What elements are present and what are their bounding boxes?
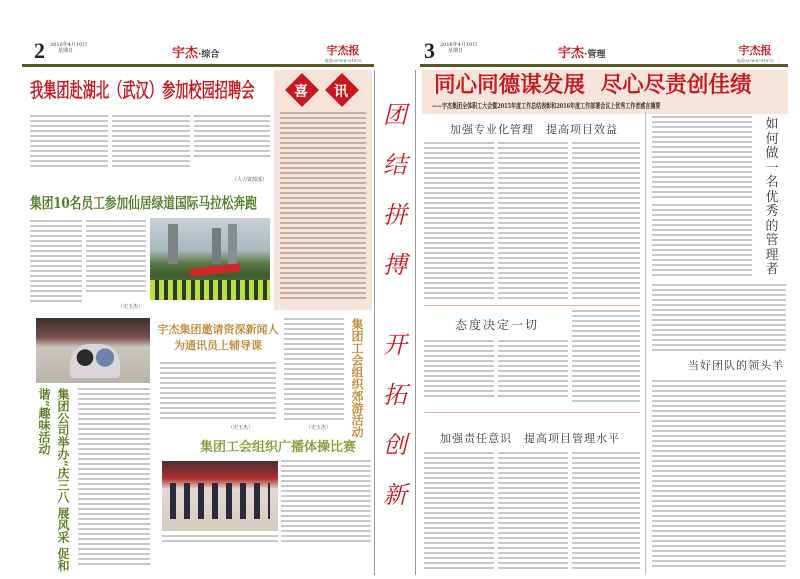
training-title-line: 宇杰集团邀请资深新闻人 — [157, 323, 279, 336]
womens-day-title: 集团公司举办“庆三八 展风采 促和谐”趣味活动 — [37, 388, 70, 572]
weekday: 星期日 — [448, 48, 464, 54]
date: 2016年4月10日 — [440, 42, 478, 48]
slogan-char: 拓 — [383, 381, 407, 409]
outing-title: 集团工会组织郊游活动 — [350, 318, 364, 438]
section-title — [172, 42, 219, 61]
phone: 电话0376-8791875 — [324, 58, 362, 63]
headline-subtitle: ——宇杰集团全体职工大会暨2015年度工作总结表彰和2016年度工作部署会议上优秀工作者感言摘要 — [432, 102, 661, 110]
author: （人力资源部） — [232, 177, 268, 183]
womens-day-photo — [36, 318, 150, 383]
page-number: 2 — [34, 38, 45, 63]
masthead — [318, 42, 368, 64]
slogan-char: 开 — [383, 331, 407, 359]
news-sidebar — [274, 70, 372, 310]
marathon-photo — [150, 218, 270, 300]
phone: 电话0376-8791875 — [736, 58, 774, 63]
article-title: 态度决定一切 — [455, 318, 540, 332]
slogan-char: 创 — [383, 431, 407, 459]
slogan-char: 团 — [383, 101, 407, 129]
headline-right: 尽心尽责创佳绩 — [600, 73, 752, 98]
section-sub: ·管理 — [584, 50, 606, 60]
side-title-2: 当好团队的领头羊 — [688, 359, 784, 372]
article-title: 加强责任意识 提高项目管理水平 — [440, 432, 620, 445]
slogan-char: 拼 — [383, 201, 407, 229]
paper-name: 宇杰报 — [738, 44, 772, 57]
badge-char: 喜 — [294, 84, 308, 100]
headline: 我集团赴湖北（武汉）参加校园招聘会 — [30, 78, 255, 102]
side-title: 如何做一名优秀的管理者 — [765, 117, 779, 277]
paper-name: 宇杰报 — [326, 44, 360, 57]
exercise-title: 集团工会组织广播体操比赛 — [200, 440, 357, 455]
section-title — [558, 42, 605, 61]
slogan-char: 结 — [383, 151, 407, 179]
issue-date — [50, 42, 87, 54]
section-sub: ·综合 — [198, 50, 220, 60]
exercise-photo — [162, 461, 278, 531]
training-title-line: 为通讯员上辅导课 — [174, 339, 262, 352]
badge-char: 讯 — [334, 84, 348, 100]
center-slogan — [374, 70, 416, 575]
section-name: 宇杰 — [172, 46, 199, 61]
date: 2016年4月10日 — [50, 42, 88, 48]
headline-banner — [422, 70, 788, 114]
page-number: 3 — [424, 38, 435, 63]
headline-left: 同心同德谋发展 — [434, 73, 585, 98]
article-title: 加强专业化管理 提高项目效益 — [450, 123, 618, 136]
weekday: 星期日 — [58, 48, 74, 54]
issue-date — [440, 42, 477, 54]
marathon-title: 集团10名员工参加仙居绿道国际马拉松奔跑 — [30, 194, 257, 212]
author: （史玉杰） — [306, 425, 332, 431]
author: （史玉杰） — [228, 425, 254, 431]
slogan-char: 新 — [383, 481, 407, 509]
masthead — [730, 42, 780, 64]
section-name: 宇杰 — [558, 46, 585, 61]
training-title — [155, 322, 281, 354]
author: （史玉杰） — [118, 304, 144, 310]
slogan-char: 搏 — [383, 251, 407, 279]
